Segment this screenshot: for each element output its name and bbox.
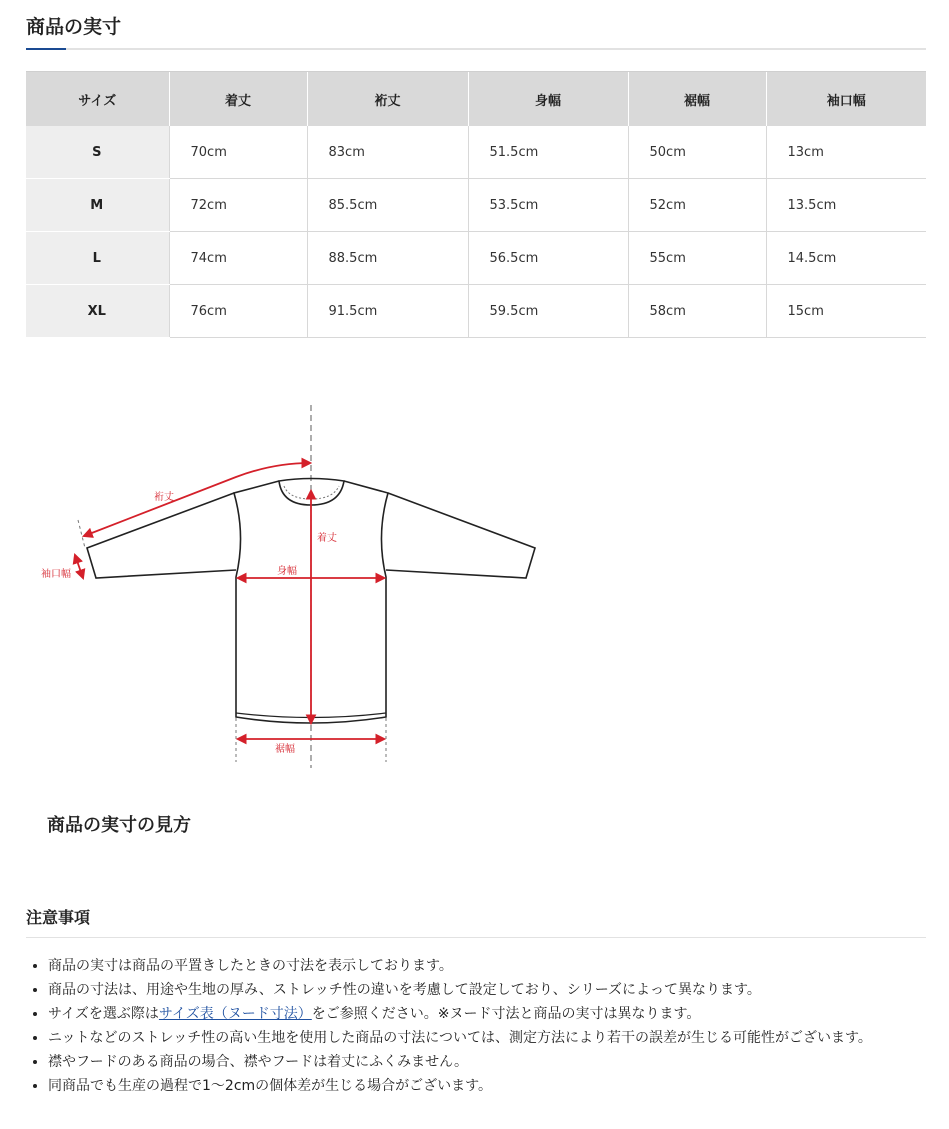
yuki-guide [78, 520, 85, 548]
table-cell: 13cm [766, 126, 926, 179]
column-header: 着丈 [169, 72, 307, 127]
list-item: • 商品の実寸は商品の平置きしたときの寸法を表示しております。 [48, 954, 928, 978]
list-item: • 商品の寸法は、用途や生地の厚み、ストレッチ性の違いを考慮して設定しており、シリーズによって異なります。 [48, 978, 928, 1002]
column-header: 裾幅 [628, 72, 766, 127]
column-header: 袖口幅 [766, 72, 926, 127]
table-cell: 76cm [169, 285, 307, 338]
size-label-cell: M [26, 179, 169, 232]
column-header: 身幅 [468, 72, 628, 127]
table-row [26, 285, 926, 338]
note-text: サイズを選ぶ際は [48, 1006, 159, 1022]
size-table [26, 71, 926, 338]
table-row [26, 232, 926, 285]
table-cell: 50cm [628, 126, 766, 179]
sodeguchi-label: 袖口幅 [41, 569, 71, 580]
table-cell: 15cm [766, 285, 926, 338]
size-label-cell: XL [26, 285, 169, 338]
susohaba-label: 裾幅 [275, 744, 295, 755]
mihaba-label: 身幅 [277, 566, 297, 577]
table-cell: 91.5cm [307, 285, 468, 338]
page-title: 商品の実寸 [26, 16, 122, 38]
title-divider [26, 48, 926, 50]
notes-list [26, 954, 928, 1098]
list-item: • 同商品でも生産の過程で1～2cmの個体差が生じる場合がございます。 [48, 1074, 928, 1098]
size-chart-link[interactable]: サイズ表（ヌード寸法） [158, 1006, 312, 1022]
table-cell: 70cm [169, 126, 307, 179]
table-cell: 53.5cm [468, 179, 628, 232]
table-row [26, 126, 926, 179]
table-header-row [26, 72, 926, 127]
table-cell: 14.5cm [766, 232, 926, 285]
table-cell: 74cm [169, 232, 307, 285]
size-label-cell: S [26, 126, 169, 179]
table-cell: 72cm [169, 179, 307, 232]
yuki-label: 裄丈 [154, 492, 174, 503]
right-sleeve-outline [386, 493, 535, 578]
list-item: • 襟やフードのある商品の場合、襟やフードは着丈にふくみません。 [48, 1050, 928, 1074]
size-label-cell: L [26, 232, 169, 285]
column-header: 裄丈 [307, 72, 468, 127]
table-cell: 52cm [628, 179, 766, 232]
kitake-label: 着丈 [317, 533, 337, 544]
table-cell: 51.5cm [468, 126, 628, 179]
table-cell: 13.5cm [766, 179, 926, 232]
list-item [48, 1002, 928, 1026]
notes-title: 注意事項 [26, 908, 91, 927]
table-row [26, 179, 926, 232]
notes-divider [26, 937, 926, 938]
table-cell: 88.5cm [307, 232, 468, 285]
table-cell: 58cm [628, 285, 766, 338]
column-header: サイズ [26, 72, 169, 127]
sodeguchi-arrow [75, 555, 83, 578]
table-cell: 56.5cm [468, 232, 628, 285]
note-text: をご参照ください。※ヌード寸法と商品の実寸は異なります。 [311, 1006, 701, 1022]
yuki-arrow [84, 463, 310, 536]
table-cell: 55cm [628, 232, 766, 285]
garment-measurement-diagram [0, 395, 560, 775]
table-cell: 85.5cm [307, 179, 468, 232]
list-item: • ニットなどのストレッチ性の高い生地を使用した商品の寸法については、測定方法により若干の誤差が生じる可能性がございます。 [48, 1026, 928, 1050]
table-cell: 59.5cm [468, 285, 628, 338]
diagram-caption: 商品の実寸の見方 [47, 815, 191, 836]
title-divider-accent [26, 48, 66, 50]
table-cell: 83cm [307, 126, 468, 179]
